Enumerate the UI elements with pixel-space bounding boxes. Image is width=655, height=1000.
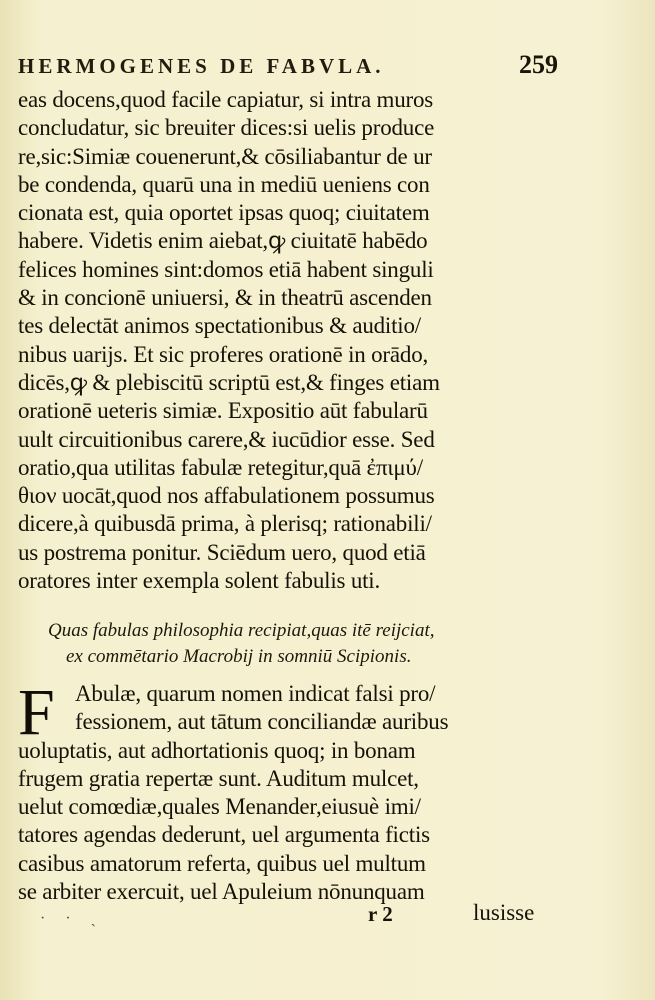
catchword: lusisse: [473, 900, 535, 925]
text-line: oratores inter exempla solent fabulis uti.: [18, 568, 381, 594]
text-line: se arbiter exercuit, uel Apuleium nōnunquam: [18, 879, 425, 905]
text-line: oratio,qua utilitas fabulæ retegitur,quā ἐπιμύ/: [18, 454, 423, 480]
drop-cap: F: [18, 676, 55, 749]
text-line: uoluptatis, aut adhortationis quoq; in bonam: [18, 737, 416, 763]
text-line: θιον uocāt,quod nos affabulationem possumus: [18, 483, 435, 509]
page-number: 259: [519, 50, 558, 79]
text-line: dicere,à quibusdā prima, à plerisq; rationabili/: [18, 511, 432, 537]
text-line: us postrema ponitur. Sciēdum uero, quod etiā: [18, 539, 426, 565]
text-line: orationē ueteris simiæ. Expositio aūt fabularū: [18, 398, 428, 424]
text-line: casibus amatorum referta, quibus uel multum: [18, 850, 426, 876]
text-line: frugem gratia repertæ sunt. Auditum mulcet,: [18, 765, 419, 791]
running-head: HERMOGENES DE FABVLA.: [18, 54, 385, 78]
page-footer: [18, 900, 538, 936]
text-line: eas docens,quod facile capiatur, si intra muros: [18, 87, 434, 112]
text-line: cionata est, quia oportet ipsas quoq; ciuitatem: [18, 200, 430, 226]
section-heading-line: ex commētario Macrobij in somniū Scipionis.: [66, 646, 412, 667]
text-line: be condenda, quarū una in mediū ueniens con: [18, 171, 430, 197]
text-line: nibus uarijs. Et sic proferes orationē in orādo,: [18, 341, 429, 367]
text-line: habere. Videtis enim aiebat,ꝙ ciuitatē habēdo: [18, 228, 428, 254]
signature-mark: r 2: [368, 902, 393, 926]
print-marks: · · ˏ: [40, 910, 104, 927]
text-line: felices homines sint:domos etiā habent singuli: [18, 256, 434, 282]
main-text-block: [18, 86, 533, 595]
page-header: [18, 50, 558, 84]
text-line: tes delectāt animos spectationibus & auditio/: [18, 313, 421, 339]
section-text-block: [18, 676, 533, 906]
text-line: re,sic:Simiæ couenerunt,& cōsiliabantur de ur: [18, 143, 432, 169]
text-line: uelut comœdiæ,quales Menander,eiusuè imi/: [18, 794, 421, 820]
section-heading: [48, 618, 518, 670]
text-line: tatores agendas dederunt, uel argumenta fictis: [18, 822, 430, 848]
text-line: & in concionē uniuersi, & in theatrū ascenden: [18, 285, 432, 311]
text-line: dicēs,ꝙ & plebiscitū scriptū est,& finges etiam: [18, 369, 440, 395]
text-line: Abulæ, quarum nomen indicat falsi pro/: [75, 681, 436, 706]
section-heading-line: Quas fabulas philosophia recipiat,quas itē reijciat,: [48, 620, 435, 641]
text-line: fessionem, aut tātum conciliandæ auribus: [75, 709, 449, 735]
text-line: concludatur, sic breuiter dices:si uelis produce: [18, 115, 435, 141]
text-line: uult circuitionibus carere,& iucūdior esse. Sed: [18, 426, 435, 452]
